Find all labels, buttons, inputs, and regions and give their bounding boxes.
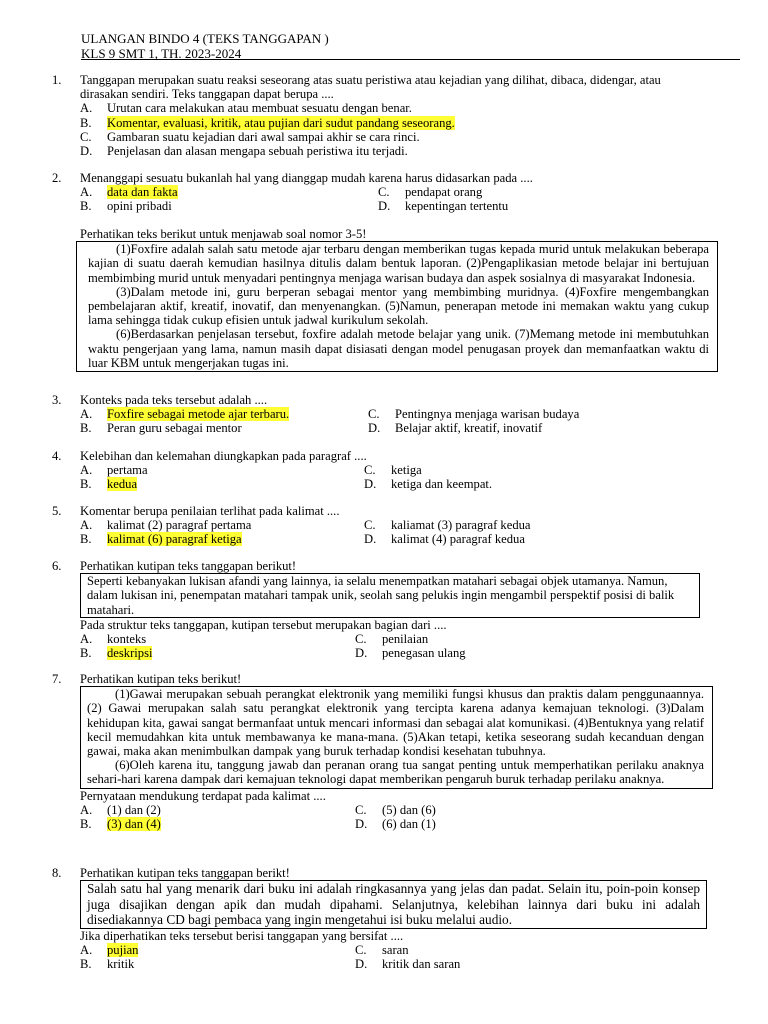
passage-paragraph-2: (6)Oleh karena itu, tanggung jawab dan peranan orang tua sangat penting untuk memperhatikan perilaku anaknya sehari-hari karena dampak dari kemajuan teknologi dapat memberikan pengaruh buruk terhadap perilaku anaknya. (87, 758, 704, 787)
header-divider (81, 59, 740, 60)
option-1d[interactable]: D. Penjelasan dan alasan mengapa sebuah peristiwa itu terjadi. (80, 144, 408, 159)
option-6b[interactable]: B. deskripsi (80, 646, 153, 661)
passage-block-1 (52, 227, 712, 372)
option-7a[interactable]: A. (1) dan (2) (80, 802, 161, 817)
question-number: 4. (52, 449, 62, 463)
option-7c[interactable]: C. (5) dan (6) (355, 802, 436, 817)
highlighted-answer: Komentar, evaluasi, kritik, atau pujian dari sudut pandang seseorang. (107, 115, 455, 130)
question-number: 8. (52, 866, 62, 880)
option-4c[interactable]: C. ketiga (364, 463, 422, 478)
option-5b[interactable]: B. kalimat (6) paragraf ketiga (80, 532, 242, 547)
passage-box-1 (76, 241, 718, 372)
option-7d[interactable]: D. (6) dan (1) (355, 817, 436, 832)
question-3 (52, 393, 712, 436)
option-8d[interactable]: D. kritik dan saran (355, 957, 461, 972)
question-6 (52, 559, 712, 660)
option-4b[interactable]: B. kedua (80, 477, 138, 492)
passage-box-6 (80, 573, 700, 618)
option-5a[interactable]: A. kalimat (2) paragraf pertama (80, 518, 252, 533)
option-1c[interactable]: C. Gambaran suatu kejadian dari awal sampai akhir se cara rinci. (80, 129, 420, 144)
question-stem: Komentar berupa penilaian terlihat pada kalimat .... (80, 504, 340, 518)
question-stem: Tanggapan merupakan suatu reaksi seseorang atas suatu peristiwa atau kejadian yang dilihat, dibaca, didengar, atau dirasakan sendiri. Teks tanggapan dapat berupa .... (80, 73, 661, 102)
option-3b[interactable]: B. Peran guru sebagai mentor (80, 421, 242, 436)
highlighted-answer: (3) dan (4) (107, 817, 161, 832)
highlighted-answer: pujian (107, 943, 139, 958)
passage-box-8 (80, 880, 707, 929)
question-number: 3. (52, 393, 62, 407)
option-1a[interactable]: A. Urutan cara melakukan atau membuat sesuatu dengan benar. (80, 101, 412, 116)
option-2a[interactable]: A. data dan fakta (80, 185, 178, 200)
question-stem: Perhatikan kutipan teks tanggapan berikt! (80, 866, 290, 880)
question-2 (52, 171, 712, 214)
highlighted-answer: kalimat (6) paragraf ketiga (107, 532, 242, 547)
question-stem: Menanggapi sesuatu bukanlah hal yang dianggap mudah karena harus didasarkan pada .... (80, 171, 533, 185)
question-number: 6. (52, 559, 62, 573)
option-4a[interactable]: A. pertama (80, 463, 148, 478)
question-5 (52, 504, 712, 547)
exam-class-info: KLS 9 SMT 1, TH. 2023-2024 (81, 46, 242, 61)
option-7b[interactable]: B. (3) dan (4) (80, 817, 161, 832)
option-2c[interactable]: C. pendapat orang (378, 185, 483, 200)
option-8c[interactable]: C. saran (355, 943, 409, 958)
option-6c[interactable]: C. penilaian (355, 632, 429, 647)
highlighted-answer: data dan fakta (107, 185, 178, 200)
passage-text: Salah satu hal yang menarik dari buku ini adalah ringkasannya yang jelas dan padat. Selain itu, poin-poin konsep juga disajikan dengan apik dan mudah dipahami. Selanjutnya, kelebihan lainnya dari buku ini adalah disediakannya CD bagi pembaca yang ingin mengetahui isi buku melalui audio. (87, 881, 700, 928)
question-number: 5. (52, 504, 62, 518)
question-8 (52, 866, 712, 972)
question-stem: Kelebihan dan kelemahan diungkapkan pada paragraf .... (80, 449, 367, 463)
option-4d[interactable]: D. ketiga dan keempat. (364, 477, 493, 492)
option-8b[interactable]: B. kritik (80, 957, 135, 972)
question-stem: Perhatikan kutipan teks berikut! (80, 672, 242, 686)
option-2d[interactable]: D. kepentingan tertentu (378, 199, 509, 214)
option-3d[interactable]: D. Belajar aktif, kreatif, inovatif (368, 421, 543, 436)
passage-paragraph-3: (6)Berdasarkan penjelasan tersebut, foxfire adalah metode belajar yang unik. (7)Memang metode ini membutuhkan waktu pengerjaan yang lama, namun masih dapat disiasati dengan model penugasan proyek dan memanfaatkan waktu di luar KBM untuk mengerjakan tugas ini. (88, 327, 709, 370)
passage-box-7 (80, 686, 713, 788)
exam-header (81, 31, 741, 61)
highlighted-answer: kedua (107, 477, 138, 492)
question-stem: Perhatikan kutipan teks tanggapan berikut! (80, 559, 297, 573)
option-6d[interactable]: D. penegasan ulang (355, 646, 466, 661)
question-4 (52, 449, 712, 492)
question-number: 7. (52, 672, 62, 686)
option-1b[interactable]: B. Komentar, evaluasi, kritik, atau pujian dari sudut pandang seseorang. (80, 115, 455, 130)
question-1 (52, 73, 712, 158)
option-3c[interactable]: C. Pentingnya menjaga warisan budaya (368, 407, 580, 422)
option-8a[interactable]: A. pujian (80, 943, 139, 958)
passage-paragraph-2: (3)Dalam metode ini, guru berperan sebagai mentor yang membimbing muridnya. (4)Foxfire mengembangkan pembelajaran aktif, kreatif, inovatif, dan menyenangkan. (5)Namun, penerapan metode ini memakan waktu yang cukup lama sehingga tidak cukup efisien untuk jadwal kurikulum sekolah. (88, 284, 709, 328)
option-3a[interactable]: A. Foxfire sebagai metode ajar terbaru. (80, 407, 290, 422)
option-5c[interactable]: C. kaliamat (3) paragraf kedua (364, 518, 531, 533)
passage-intro: Perhatikan teks berikut untuk menjawab soal nomor 3-5! (80, 227, 367, 241)
passage-text: Seperti kebanyakan lukisan afandi yang lainnya, ia selalu menempatkan matahari sebagai objek utamanya. Namun, dalam lukisan ini, penempatan matahari tampak unik, seolah sang pelukis ingin mengambil perspektif posisi di balik matahari. (87, 574, 675, 617)
question-stem: Konteks pada teks tersebut adalah .... (80, 393, 268, 407)
exam-title: ULANGAN BINDO 4 (TEKS TANGGAPAN ) (81, 31, 329, 46)
highlighted-answer: Foxfire sebagai metode ajar terbaru. (107, 407, 290, 422)
question-number: 2. (52, 171, 62, 185)
option-5d[interactable]: D. kalimat (4) paragraf kedua (364, 532, 525, 547)
question-prompt: Pernyataan mendukung terdapat pada kalimat .... (80, 788, 326, 803)
passage-paragraph-1: (1)Foxfire adalah salah satu metode ajar terbaru dengan memberikan tugas kepada murid untuk melakukan beberapa kajian di suatu daerah kemudian hasilnya ditulis dalam bentuk laporan. (2)Pengaplikasian metode belajar ini bertujuan membimbing murid untuk menyadari pentingnya menjaga warisan budaya dan aspek sosialnya di masyarakat Indonesia. (88, 242, 709, 285)
question-7 (52, 672, 712, 831)
question-prompt: Jika diperhatikan teks tersebut berisi tanggapan yang bersifat .... (80, 928, 404, 943)
question-prompt: Pada struktur teks tanggapan, kutipan tersebut merupakan bagian dari .... (80, 617, 447, 632)
option-2b[interactable]: B. opini pribadi (80, 199, 172, 214)
option-6a[interactable]: A. konteks (80, 632, 147, 647)
question-number: 1. (52, 73, 62, 87)
passage-paragraph-1: (1)Gawai merupakan sebuah perangkat elektronik yang memiliki fungsi khusus dan praktis dalam penggunaannya. (2) Gawai merupakan salah satu perangkat elektronik yang tercipta karena adanya kemajuan teknologi. (3)Dalam kehidupan kita, gawai sangat bermanfaat untuk mencari informasi dan sebagai alat komunikasi. (4)Bentuknya yang relatif kecil memudahkan kita untuk membawanya ke mana-mana. (5)Akan tetapi, ketika seseorang sudah kecanduan dengan gawai, maka akan menimbulkan dampak yang buruk terhadap kondisi kesehatan tubuhnya. (87, 687, 704, 759)
highlighted-answer: deskripsi (107, 646, 153, 661)
